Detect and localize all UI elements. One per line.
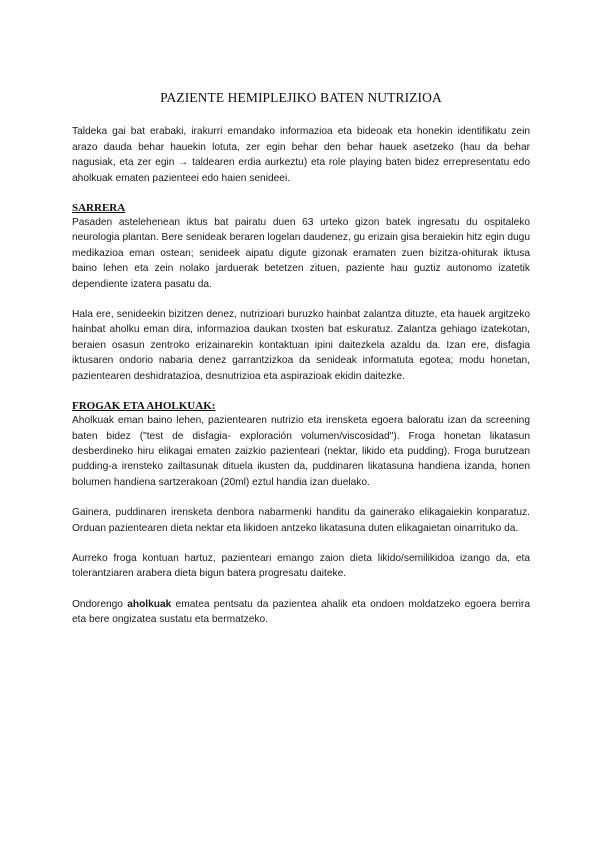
document-page xyxy=(72,90,530,628)
sarrera-paragraph-2: Hala ere, senideekin bizitzen denez, nutrizioari buruzko hainbat zalantza dituzte, eta hauek argitzeko hainbat aholku eman dira, informazioa daukan txosten bat eskuratuz. Zalantza gehiago izatekotan, beraien osasun zentroko erizainarekin kontaktuan ipini daitezkela azaldu da. Izan ere, disfagia iktusaren ondorio nabaria denez garrantzizkoa da senideak informatuta egotea; modu honetan, pazientearen deshidratazioa, desnutrizioa eta aspirazioak ekidin daitezke. xyxy=(72,309,530,382)
section-heading-frogak: FROGAK ETA AHOLKUAK: xyxy=(72,400,216,413)
closing-text-start: Ondorengo xyxy=(72,598,128,610)
sarrera-paragraph-1: Pasaden astelehenean iktus bat pairatu duen 63 urteko gizon batek ingresatu du ospitaleko neurologia plantan. Bere senideak beraren logelan daudenez, gu erizain gisa beraiekin hitz egin dugu medikazioa eman ostean; senideek aipatu digute gizonak eramaten zuen bizitza-ohiturak iktusa baino lehen eta zein nolako jarduerak betetzen zituen, paziente hau guztiz autonomo izatetik dependiente izatera pasatu da. xyxy=(72,217,530,290)
closing-text-end: ematea pentsatu da pazientea ahalik eta ondoen moldatzeko egoera berrira eta bere ongizatea sustatu eta bermatzeko. xyxy=(72,598,530,626)
frogak-paragraph-2: Gainera, puddinaren irensketa denbora nabarmenki handitu da gainerako elikagaiekin konparatuz. Orduan pazientearen dieta nektar eta likidoen antzeko likatasuna duten elikagaietan oinarrituko da. xyxy=(72,507,530,534)
section-heading-sarrera: SARRERA xyxy=(72,202,126,215)
document-title: PAZIENTE HEMIPLEJIKO BATEN NUTRIZIOA xyxy=(160,90,442,105)
frogak-closing-paragraph xyxy=(72,597,530,628)
intro-paragraph: Taldeka gai bat erabaki, irakurri emandako informazioa eta bideoak eta honekin identifikatu zein arazo dauda behar hauekin lotuta, zer egin behar den behar hauek asetzeko (hau da behar nagusiak, eta zer egin → taldearen erdia aurkeztu) eta role playing baten bidez errepresentatu edo aholkuak ematen pazienteei edo haien senideei. xyxy=(72,126,530,184)
frogak-paragraph-3: Aurreko froga kontuan hartuz, pazienteari emango zaion dieta likido/semilikidoa izango da, eta tolerantziaren arabera dieta bigun batera progresatu daiteke. xyxy=(72,552,530,580)
frogak-paragraph-1: Aholkuak eman baino lehen, pazientearen nutrizio eta irensketa egoera baloratu izan da screening baten bidez ("test de disfagia- exploración volumen/viscosidad"). Froga honetan likatasun desberdineko hiru elikagai ematen zaizkio pazienteari (nektar, likido eta pudding). Froga burutzean pudding-a irensteko zailtasunak dituela ikusten da, puddinaren likatasuna handiena izanda, honen bolumen handiena sartzerakoan (20ml) eztul handia izan duelako. xyxy=(72,415,530,488)
closing-bold-aholkuak: aholkuak xyxy=(127,598,172,610)
